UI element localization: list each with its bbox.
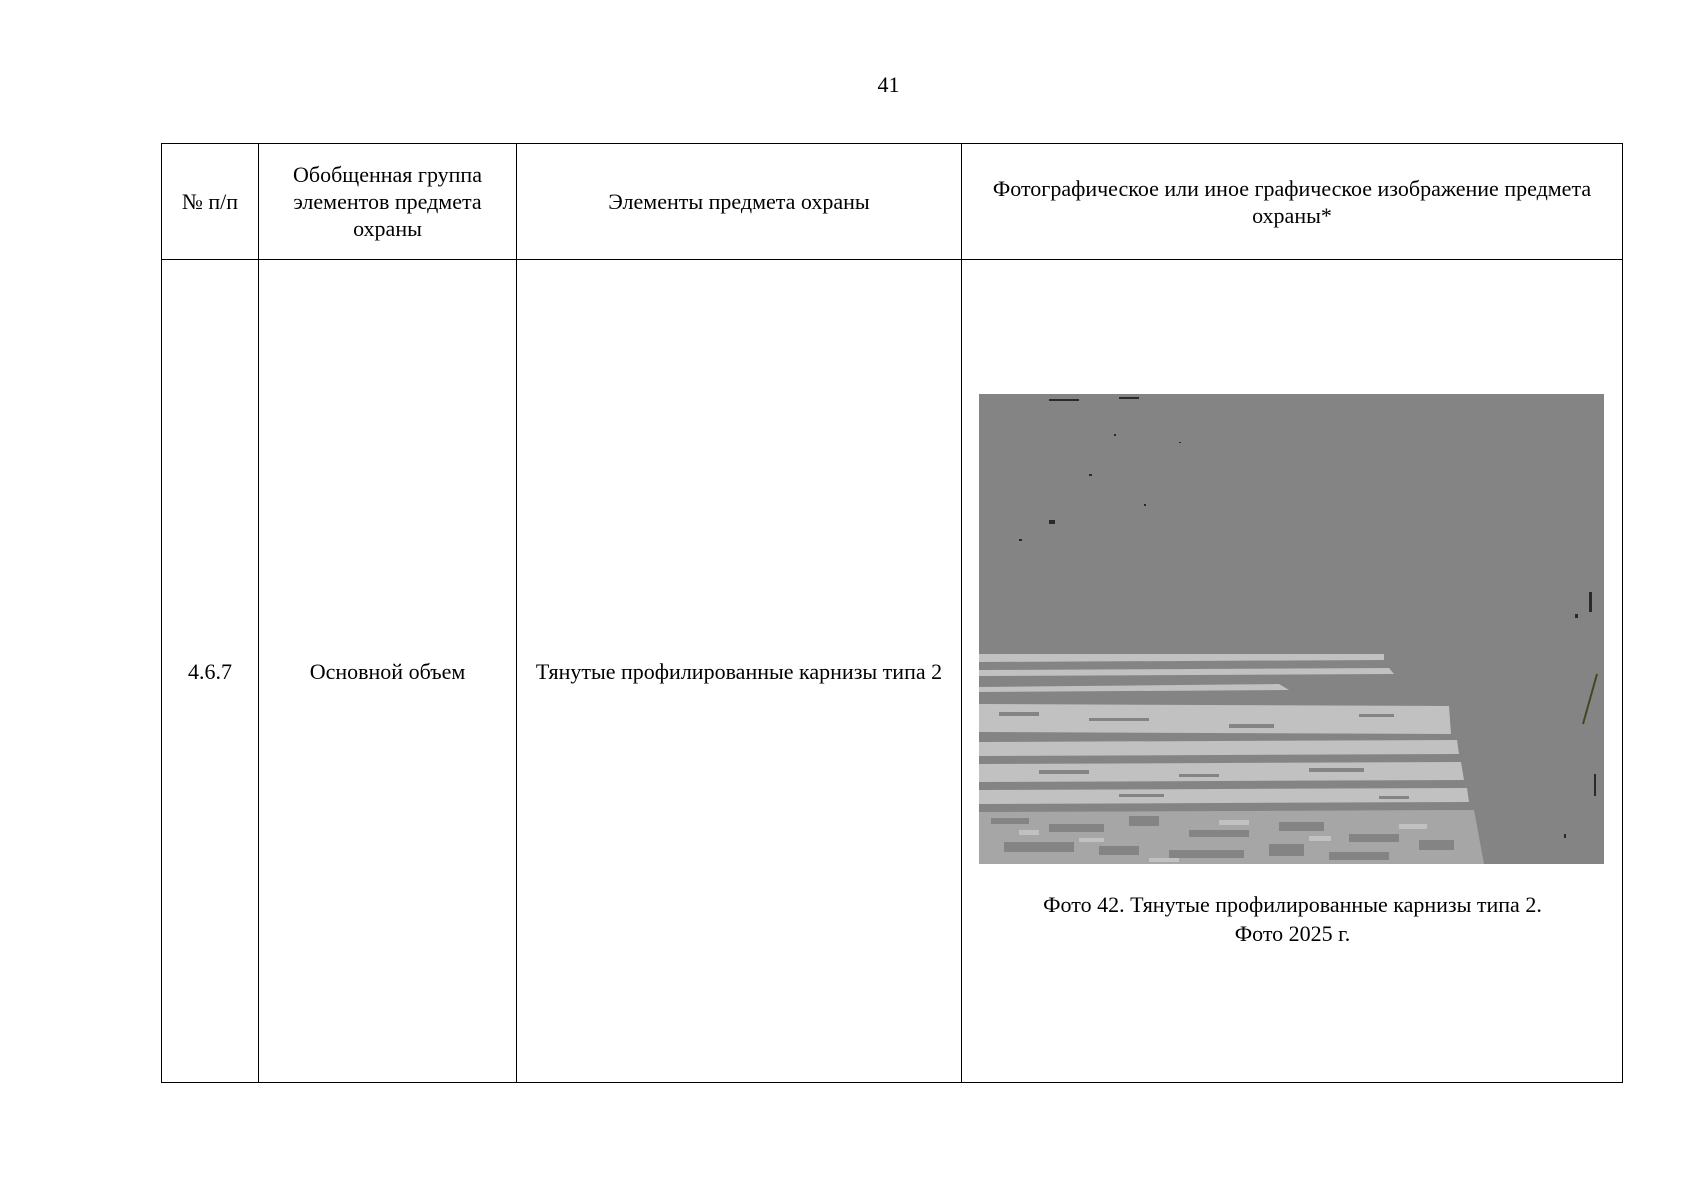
protection-table <box>161 143 1623 1083</box>
photo-caption <box>962 890 1623 948</box>
photo-caption-line-2: Фото 2025 г. <box>1234 921 1351 946</box>
header-num: № п/п <box>162 144 259 260</box>
cornice-photo-image <box>979 394 1604 864</box>
table-header-row <box>162 144 1623 260</box>
cornice-photo <box>979 394 1604 864</box>
header-elements: Элементы предмета охраны <box>517 144 962 260</box>
row-elements: Тянутые профилированные карнизы типа 2 <box>517 260 962 1083</box>
header-photo: Фотографическое или иное графическое изображение предмета охраны* <box>962 144 1623 260</box>
header-group: Обобщенная группа элементов предмета охраны <box>259 144 517 260</box>
table-row <box>162 260 1623 1083</box>
row-group: Основной объем <box>259 260 517 1083</box>
row-num: 4.6.7 <box>162 260 259 1083</box>
page-number: 41 <box>877 72 900 97</box>
photo-caption-line-1: Фото 42. Тянутые профилированные карнизы типа 2. <box>1043 892 1542 917</box>
row-photo-cell <box>962 260 1623 1083</box>
